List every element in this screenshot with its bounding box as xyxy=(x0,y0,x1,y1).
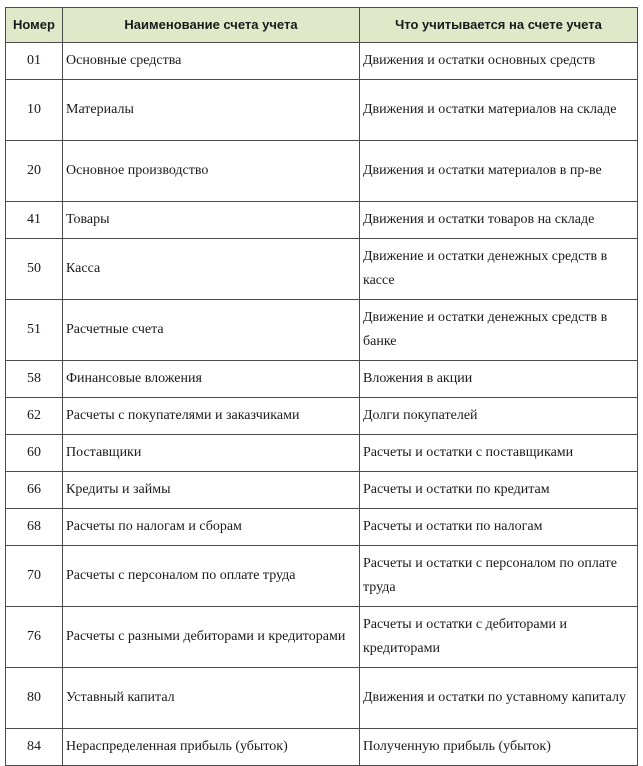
account-name: Поставщики xyxy=(63,435,360,472)
account-number: 60 xyxy=(6,435,63,472)
account-name: Финансовые вложения xyxy=(63,361,360,398)
account-number: 20 xyxy=(6,141,63,202)
table-row xyxy=(6,509,638,546)
account-name: Нераспределенная прибыль (убыток) xyxy=(63,729,360,766)
account-number: 70 xyxy=(6,546,63,607)
account-name: Расчеты с персоналом по оплате труда xyxy=(63,546,360,607)
table-row xyxy=(6,435,638,472)
accounts-table xyxy=(5,7,638,766)
account-description: Расчеты и остатки по налогам xyxy=(360,509,638,546)
table-row xyxy=(6,546,638,607)
account-description: Движения и остатки материалов в пр-ве xyxy=(360,141,638,202)
account-name: Расчетные счета xyxy=(63,300,360,361)
account-number: 84 xyxy=(6,729,63,766)
account-description: Движения и остатки материалов на складе xyxy=(360,80,638,141)
account-number: 50 xyxy=(6,239,63,300)
table-row xyxy=(6,43,638,80)
table-row xyxy=(6,80,638,141)
table-row xyxy=(6,668,638,729)
account-number: 41 xyxy=(6,202,63,239)
table-header-row xyxy=(6,8,638,43)
account-name: Кредиты и займы xyxy=(63,472,360,509)
account-number: 10 xyxy=(6,80,63,141)
table-row xyxy=(6,472,638,509)
account-number: 62 xyxy=(6,398,63,435)
account-name: Расчеты с разными дебиторами и кредиторами xyxy=(63,607,360,668)
account-description: Движения и остатки товаров на складе xyxy=(360,202,638,239)
account-number: 68 xyxy=(6,509,63,546)
account-name: Касса xyxy=(63,239,360,300)
account-number: 01 xyxy=(6,43,63,80)
table-row xyxy=(6,300,638,361)
account-description: Долги покупателей xyxy=(360,398,638,435)
account-name: Товары xyxy=(63,202,360,239)
account-name: Расчеты по налогам и сборам xyxy=(63,509,360,546)
account-name: Уставный капитал xyxy=(63,668,360,729)
account-description: Движение и остатки денежных средств в банке xyxy=(360,300,638,361)
account-description: Расчеты и остатки с поставщиками xyxy=(360,435,638,472)
account-number: 66 xyxy=(6,472,63,509)
account-description: Движения и остатки основных средств xyxy=(360,43,638,80)
table-row xyxy=(6,239,638,300)
account-name: Расчеты с покупателями и заказчиками xyxy=(63,398,360,435)
table-row xyxy=(6,361,638,398)
account-name: Основные средства xyxy=(63,43,360,80)
table-row xyxy=(6,202,638,239)
header-account-name: Наименование счета учета xyxy=(63,8,360,43)
table-row xyxy=(6,729,638,766)
table-row xyxy=(6,398,638,435)
account-description: Движения и остатки по уставному капиталу xyxy=(360,668,638,729)
table-row xyxy=(6,607,638,668)
account-description: Расчеты и остатки с дебиторами и кредиторами xyxy=(360,607,638,668)
accounts-table-container xyxy=(5,7,637,766)
header-number: Номер xyxy=(6,8,63,43)
account-number: 58 xyxy=(6,361,63,398)
account-description: Расчеты и остатки с персоналом по оплате труда xyxy=(360,546,638,607)
account-name: Основное производство xyxy=(63,141,360,202)
account-name: Материалы xyxy=(63,80,360,141)
account-number: 80 xyxy=(6,668,63,729)
account-description: Полученную прибыль (убыток) xyxy=(360,729,638,766)
account-number: 51 xyxy=(6,300,63,361)
header-account-description: Что учитывается на счете учета xyxy=(360,8,638,43)
account-description: Расчеты и остатки по кредитам xyxy=(360,472,638,509)
account-description: Движение и остатки денежных средств в кассе xyxy=(360,239,638,300)
table-row xyxy=(6,141,638,202)
account-number: 76 xyxy=(6,607,63,668)
account-description: Вложения в акции xyxy=(360,361,638,398)
